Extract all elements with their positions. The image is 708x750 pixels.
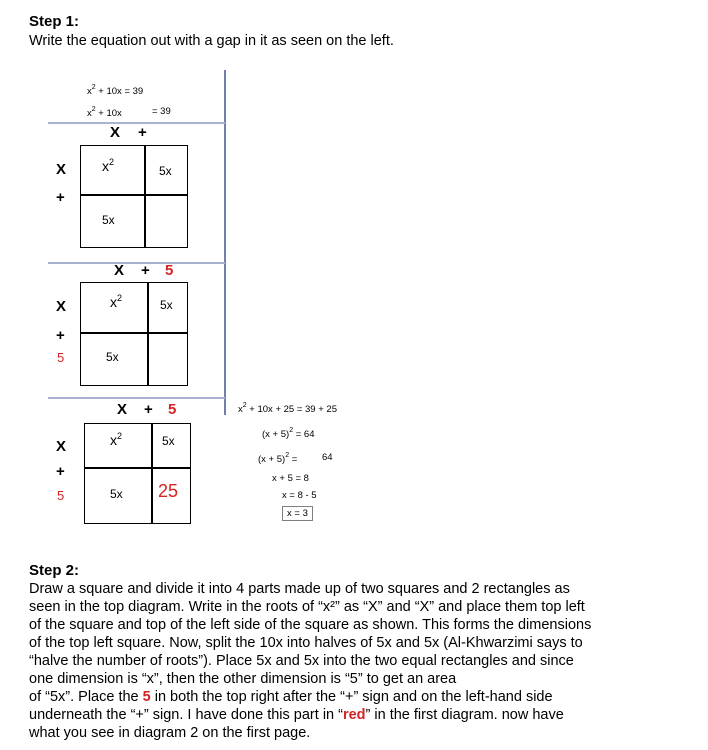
d1-vdivider xyxy=(144,145,146,248)
step2-line9: what you see in diagram 2 on the first page. xyxy=(29,725,311,741)
d1-side-x: X xyxy=(56,161,67,178)
step2-line7-c: in both the top right after the “+” sign and on the left-hand side xyxy=(150,689,553,705)
step2-line7-red-5: 5 xyxy=(142,689,151,705)
step2-line8 xyxy=(29,706,564,724)
step2-line1: Draw a square and divide it into 4 parts made up of two squares and 2 rectangles as xyxy=(29,581,570,597)
step2-line7-a: of “5x”. Place the xyxy=(29,689,143,705)
step2-line5: “halve the number of roots”). Place 5x and 5x into the two equal rectangles and since xyxy=(29,653,574,669)
d2-side-5: 5 xyxy=(57,350,65,365)
d1-cell-tr: 5x xyxy=(159,164,172,178)
step2-line7 xyxy=(29,688,553,706)
d2-header-plus: + xyxy=(141,262,150,279)
solution-line2: $(x + 5)^2 = 64$ xyxy=(262,427,315,440)
step2-line8-red-word: red xyxy=(342,707,366,723)
equation-gap-left: $x^2 + 10x$ xyxy=(87,106,122,119)
solution-line1: $x^2 + 10x + 25 = 39 + 25$ xyxy=(238,402,337,415)
step2-line2: seen in the top diagram. Write in the roots of “x²” as “X” and “X” and place them top left xyxy=(29,599,585,615)
step2-line8-a: underneath the “+” sign. I have done this part in “ xyxy=(29,707,343,723)
step2-title: Step 2: xyxy=(29,562,80,579)
solution-line3: $(x + 5)^2$ = xyxy=(258,452,298,465)
d3-side-5: 5 xyxy=(57,488,65,503)
d3-header-5: 5 xyxy=(168,401,177,418)
d3-hdivider xyxy=(84,467,191,469)
equation-full: $x^2 + 10x = 39$ xyxy=(87,84,144,97)
d3-cell-tr: 5x xyxy=(162,434,175,448)
solution-line4: x + 5 = 8 xyxy=(272,473,309,484)
step2-line3: of the square and top of the left side of the square as shown. This forms the dimensions xyxy=(29,617,592,633)
d1-header-plus: + xyxy=(138,124,147,141)
d3-cell-x2: $x^2$ xyxy=(110,431,123,448)
d3-cell-br: 25 xyxy=(158,481,179,501)
step2-line6: one dimension is “x”, then the other dimension is “5” to get an area xyxy=(29,671,457,687)
d1-side-plus: + xyxy=(56,189,65,206)
solution-answer: x = 3 xyxy=(282,506,313,521)
d3-side-plus: + xyxy=(56,463,65,480)
d1-header-x: X xyxy=(110,124,121,141)
separator-1 xyxy=(48,122,225,124)
equation-gap-right: = 39 xyxy=(152,106,171,117)
d1-hdivider xyxy=(80,194,188,196)
d2-cell-bl: 5x xyxy=(106,350,119,364)
d1-cell-x2: $x^2$ xyxy=(102,157,115,174)
step2-line8-c: ” in the first diagram. now have xyxy=(365,707,564,723)
d2-side-x: X xyxy=(56,298,67,315)
step1-title: Step 1: xyxy=(29,13,80,30)
d3-square xyxy=(84,423,191,524)
d3-header-x: X xyxy=(117,401,128,418)
d2-cell-tr: 5x xyxy=(160,298,173,312)
d3-header-plus: + xyxy=(144,401,153,418)
d1-square xyxy=(80,145,188,248)
d2-header-x: X xyxy=(114,262,125,279)
step2-line4: of the top left square. Now, split the 10x into halves of 5x and 5x (Al-Khwarzimi says to xyxy=(29,635,583,651)
d2-vdivider xyxy=(147,282,149,386)
step1-text: Write the equation out with a gap in it as seen on the left. xyxy=(29,33,394,49)
d1-cell-bl: 5x xyxy=(102,213,115,227)
d3-vdivider xyxy=(151,423,153,524)
d2-cell-x2: $x^2$ xyxy=(110,293,123,310)
separator-3 xyxy=(48,397,225,399)
d3-side-x: X xyxy=(56,438,67,455)
d2-hdivider xyxy=(80,332,188,334)
separator-2 xyxy=(48,262,225,264)
d2-side-plus: + xyxy=(56,327,65,344)
solution-line3-value: 64 xyxy=(322,452,333,463)
solution-line5: x = 8 - 5 xyxy=(282,490,317,501)
d2-header-5: 5 xyxy=(165,262,174,279)
d3-cell-bl: 5x xyxy=(110,487,123,501)
